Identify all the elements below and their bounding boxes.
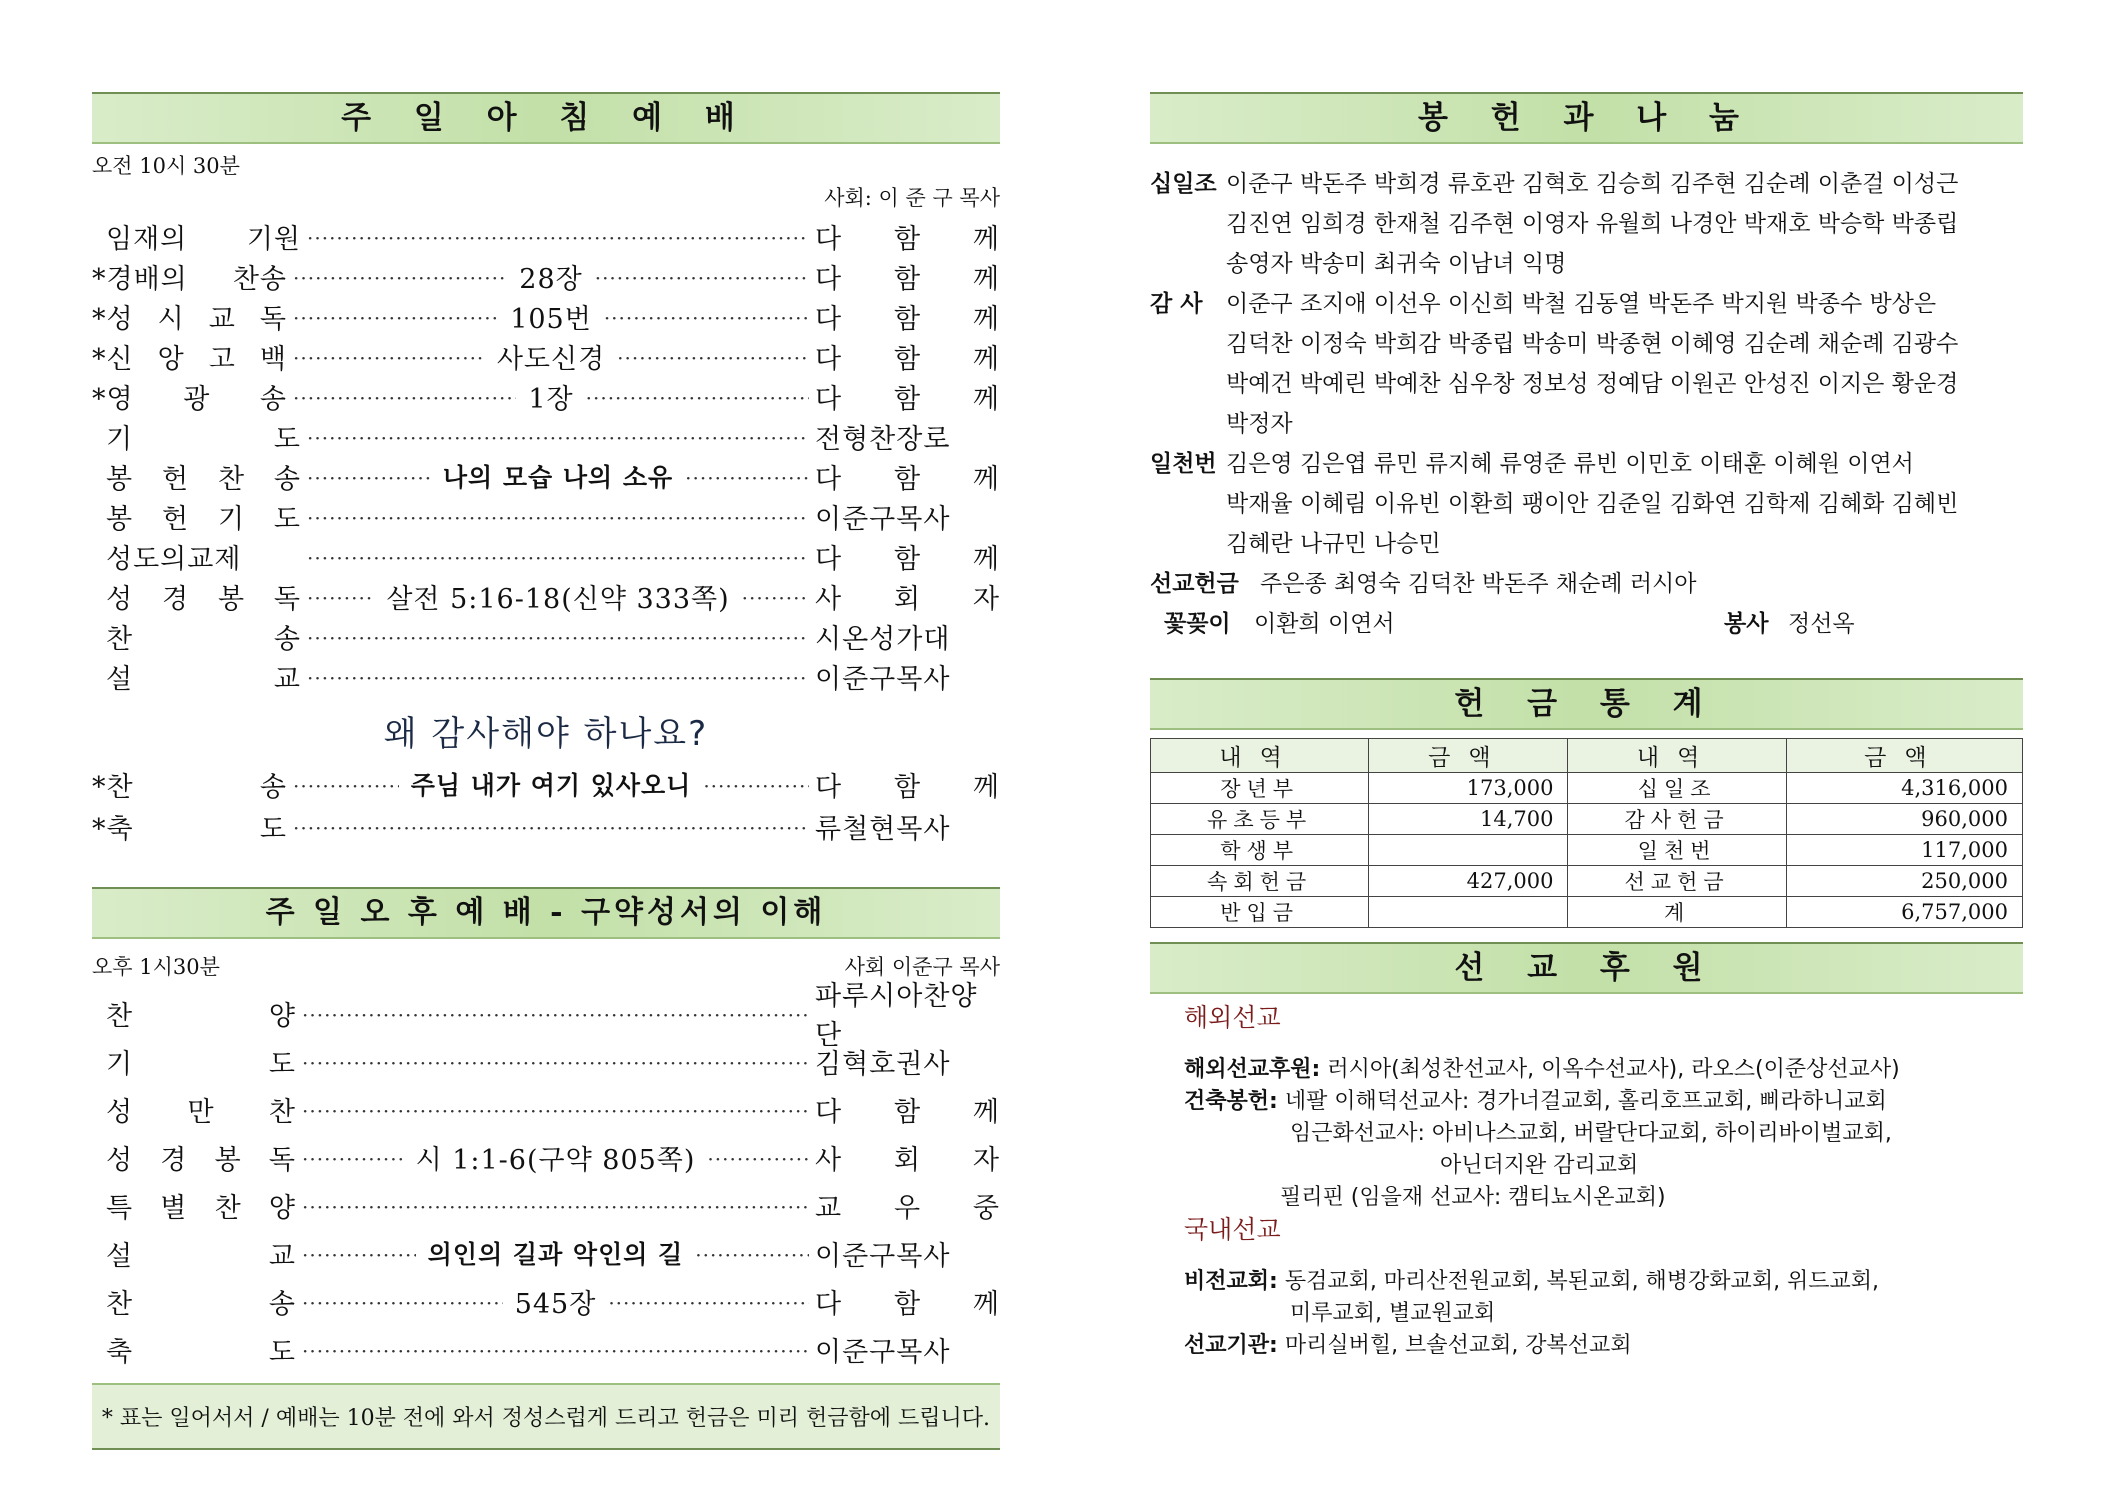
leader-dots (307, 221, 809, 252)
leader-dots (302, 1238, 416, 1269)
leader-dots (707, 1142, 809, 1173)
stats-amount: 14,700 (1369, 804, 1568, 835)
order-leader: 이준구목사 (815, 1240, 951, 1272)
order-leader: 전형찬장로 (815, 423, 951, 455)
leader-dots (302, 1094, 809, 1125)
build-val: 네팔 이해덕선교사: 경가너걸교회, 홀리호프교회, 삐라하니교회 (1284, 1089, 1887, 1114)
order-row (92, 496, 1000, 536)
stats-header: 내역 (1151, 739, 1369, 773)
overseas-line (1150, 1054, 2023, 1086)
offering-stats-table (1150, 738, 2023, 928)
order-detail: 의인의 길과 악인의 길 (427, 1240, 684, 1269)
leader-dots (293, 769, 399, 800)
order-label: 성 경 봉 독 (106, 583, 301, 615)
order-leader: 다 함 께 (815, 343, 1001, 375)
offering-names: 이준구 박돈주 박희경 류호관 김혁호 김승희 김주현 김순례 이춘걸 이성근 (1226, 171, 1959, 197)
offering-row (1150, 364, 2023, 404)
stats-header: 내역 (1568, 739, 1786, 773)
leader-dots (307, 421, 809, 452)
leader-dots (742, 581, 809, 612)
service-val: 정선옥 (1788, 611, 1855, 637)
order-leader: 사 회 자 (814, 1144, 1000, 1176)
stats-item: 선교헌금 (1568, 866, 1786, 897)
stats-item: 일천번 (1568, 835, 1786, 866)
order-label: 성 만 찬 (106, 1096, 296, 1128)
stats-title: 헌 금 통 계 (1150, 678, 2023, 730)
stats-amount: 4,316,000 (1786, 773, 2022, 804)
leader-dots (293, 381, 516, 412)
overseas-val: 러시아(최성찬선교사, 이옥수선교사), 라오스(이준상선교사) (1327, 1057, 1900, 1082)
order-leader: 다 함 께 (815, 543, 1000, 575)
leader-dots (586, 381, 809, 412)
vision-val: 동검교회, 마리산전원교회, 복된교회, 해병강화교회, 위드교회, (1284, 1269, 1880, 1294)
leader-dots (595, 261, 809, 292)
stats-row (1151, 897, 2023, 928)
offering-row (1150, 164, 2023, 204)
domestic-heading: 국내선교 (1184, 1215, 1281, 1244)
order-leader: 파루시아찬양단 (815, 981, 978, 1051)
missions-title: 선 교 후 원 (1150, 942, 2023, 994)
order-label: 기 도 (106, 1048, 296, 1080)
overseas-heading: 해외선교 (1184, 1003, 1281, 1032)
stats-row (1151, 835, 2023, 866)
order-row (92, 1229, 1000, 1277)
order-leader: 다 함 께 (814, 383, 1000, 415)
order-label: *신 앙 고 백 (92, 343, 287, 375)
org-val: 마리실버힐, 브솔선교회, 강복선교회 (1284, 1333, 1632, 1358)
order-leader: 다 함 께 (815, 223, 1000, 255)
right-page (1150, 92, 2023, 1362)
morning-service-title: 주 일 아 침 예 배 (92, 92, 1000, 144)
stats-header-row (1151, 739, 2023, 773)
order-row (92, 536, 1000, 576)
order-leader: 이준구목사 (815, 663, 951, 695)
offering-names: 박정자 (1226, 411, 1293, 437)
order-row (92, 456, 1000, 496)
offering-key (1150, 364, 1226, 404)
overseas-key: 해외선교후원: (1184, 1057, 1321, 1082)
leader-dots (617, 341, 809, 372)
order-label: 찬 송 (106, 1288, 296, 1320)
org-line (1150, 1330, 2023, 1362)
order-label: 찬 양 (106, 1000, 296, 1032)
order-label: 축 도 (106, 1336, 296, 1368)
leader-dots (307, 661, 809, 692)
order-label: 설 교 (106, 1240, 296, 1272)
stats-row (1151, 866, 2023, 897)
order-row (92, 216, 1000, 256)
org-key: 선교기관: (1184, 1333, 1278, 1358)
stats-item: 반입금 (1151, 897, 1369, 928)
stats-item: 장년부 (1151, 773, 1369, 804)
order-leader: 류철현목사 (815, 813, 951, 845)
order-row (92, 805, 1000, 847)
order-label: 특 별 찬 양 (106, 1192, 296, 1224)
order-label: *영 광 송 (92, 383, 287, 415)
order-label: *찬 송 (92, 771, 287, 803)
order-label: 성도의교제 (106, 543, 242, 575)
leader-dots (293, 341, 485, 372)
order-row (92, 376, 1000, 416)
order-row (92, 1037, 1000, 1085)
morning-host: 사회: 이 준 구 목사 (824, 186, 1000, 210)
order-row (92, 656, 1000, 696)
vision-line (1150, 1266, 2023, 1298)
stats-row (1151, 773, 2023, 804)
afternoon-host: 사회 이준구 목사 (844, 955, 1000, 979)
flower-val: 이환희 이연서 (1254, 611, 1395, 637)
offering-key (1150, 484, 1226, 524)
mission-offering-val: 주은종 최영숙 김덕찬 박돈주 채순례 러시아 (1260, 571, 1697, 597)
morning-order-list (92, 216, 1000, 696)
order-leader: 교 우 중 (815, 1192, 1000, 1224)
stats-header: 금액 (1369, 739, 1568, 773)
stats-amount: 960,000 (1786, 804, 2022, 835)
order-row (92, 1181, 1000, 1229)
order-row (92, 336, 1000, 376)
leader-dots (293, 811, 809, 842)
order-label: 성 경 봉 독 (106, 1144, 296, 1176)
offering-names: 이준구 조지애 이선우 이신희 박철 김동열 박돈주 박지원 박종수 방상은 (1226, 291, 1937, 317)
build-key: 건축봉헌: (1184, 1089, 1278, 1114)
leader-dots (307, 501, 809, 532)
order-detail: 나의 모습 나의 소유 (442, 463, 674, 492)
offering-key (1150, 244, 1226, 284)
afternoon-order-list (92, 981, 1000, 1373)
order-leader: 다 함 께 (815, 1096, 1000, 1128)
stats-item: 십일조 (1568, 773, 1786, 804)
stats-amount: 173,000 (1369, 773, 1568, 804)
stats-item: 계 (1568, 897, 1786, 928)
offering-names: 송영자 박송미 최귀숙 이남녀 익명 (1226, 251, 1567, 277)
offering-names: 박재율 이혜림 이유빈 이환희 팽이안 김준일 김화연 김학제 김혜화 김혜빈 (1226, 491, 1959, 517)
offering-list (1150, 164, 2023, 564)
leader-dots (307, 581, 374, 612)
stats-row (1151, 804, 2023, 835)
afternoon-service-title: 주 일 오 후 예 배 - 구약성서의 이해 (92, 887, 1000, 939)
leader-dots (293, 261, 507, 292)
order-label: 설 교 (106, 663, 301, 695)
mission-offering-row (1150, 564, 2023, 604)
stats-amount: 117,000 (1786, 835, 2022, 866)
left-page (92, 92, 1000, 1450)
order-detail: 28장 (519, 263, 583, 295)
leader-dots (307, 461, 431, 492)
leader-dots (604, 301, 809, 332)
leader-dots (302, 1142, 404, 1173)
order-leader: 다 함 께 (814, 263, 1000, 295)
stats-item: 유초등부 (1151, 804, 1369, 835)
order-detail: 105번 (510, 303, 592, 335)
order-row (92, 576, 1000, 616)
build-line-2: 임근화선교사: 아비나스교회, 버랄단다교회, 하이리바이벌교회, (1290, 1121, 1892, 1146)
flower-service-row (1150, 604, 2023, 644)
offering-title: 봉 헌 과 나 눔 (1150, 92, 2023, 144)
build-line (1150, 1086, 2023, 1118)
build-line-4: 필리핀 (임을재 선교사: 캠티뇨시온교회) (1280, 1185, 1666, 1210)
stats-amount: 427,000 (1369, 866, 1568, 897)
order-leader: 이준구목사 (815, 503, 951, 535)
order-row (92, 416, 1000, 456)
order-label: *경배의 찬송 (92, 263, 287, 295)
order-label: 봉 헌 기 도 (106, 503, 301, 535)
order-leader: 다 함 께 (815, 771, 1000, 803)
offering-names: 김혜란 나규민 나승민 (1226, 531, 1441, 557)
order-row (92, 1277, 1000, 1325)
offering-names: 김진연 임희경 한재철 김주현 이영자 유월희 나경안 박재호 박승학 박종립 (1226, 211, 1959, 237)
offering-key (1150, 524, 1226, 564)
flower-key: 꽃꽂이 (1164, 611, 1231, 637)
offering-row (1150, 324, 2023, 364)
stats-amount (1369, 897, 1568, 928)
order-detail: 시 1:1-6(구약 805쪽) (415, 1144, 696, 1176)
offering-key (1150, 404, 1226, 444)
stats-amount: 6,757,000 (1786, 897, 2022, 928)
sermon-title: 왜 감사해야 하나요? (383, 714, 709, 754)
order-label: 봉 헌 찬 송 (106, 463, 301, 495)
mission-offering-key: 선교헌금 (1150, 571, 1239, 597)
stats-header: 금액 (1786, 739, 2022, 773)
offering-row (1150, 524, 2023, 564)
stats-amount: 250,000 (1786, 866, 2022, 897)
order-leader: 다 함 께 (815, 463, 1000, 495)
offering-row (1150, 484, 2023, 524)
order-label: *축 도 (92, 813, 287, 845)
offering-names: 박예건 박예린 박예찬 심우창 정보성 정예담 이원곤 안성진 이지은 황운경 (1226, 371, 1959, 397)
leader-dots (302, 1334, 809, 1365)
stats-item: 학생부 (1151, 835, 1369, 866)
offering-key: 십일조 (1150, 171, 1217, 197)
leader-dots (685, 461, 809, 492)
build-line-3: 아닌더지완 감리교회 (1440, 1153, 1639, 1178)
leader-dots (307, 621, 809, 652)
order-detail: 1장 (528, 383, 574, 415)
offering-key (1150, 204, 1226, 244)
order-leader: 이준구목사 (815, 1336, 951, 1368)
offering-row (1150, 404, 2023, 444)
morning-after-list (92, 763, 1000, 847)
order-detail: 주님 내가 여기 있사오니 (410, 771, 692, 800)
order-label: *성 시 교 독 (92, 303, 287, 335)
missions-section (1150, 1002, 2023, 1362)
order-detail: 살전 5:16-18(신약 333쪽) (386, 583, 730, 615)
order-row (92, 981, 1000, 1051)
offering-key (1150, 324, 1226, 364)
offering-key: 일천번 (1150, 451, 1217, 477)
order-row (92, 1133, 1000, 1181)
leader-dots (608, 1286, 809, 1317)
order-leader: 시온성가대 (815, 623, 951, 655)
order-row (92, 763, 1000, 805)
order-detail: 545장 (514, 1288, 597, 1320)
offering-row (1150, 204, 2023, 244)
order-label: 찬 송 (106, 623, 301, 655)
order-row (92, 1085, 1000, 1133)
order-row (92, 1325, 1000, 1373)
offering-row (1150, 444, 2023, 484)
leader-dots (293, 301, 498, 332)
order-row (92, 256, 1000, 296)
order-leader: 다 함 께 (815, 303, 1000, 335)
order-label: 임재의 기원 (106, 223, 301, 255)
offering-names: 김은영 김은엽 류민 류지혜 류영준 류빈 이민호 이태훈 이혜원 이연서 (1226, 451, 1914, 477)
order-row (92, 616, 1000, 656)
order-row (92, 296, 1000, 336)
stats-item: 속회헌금 (1151, 866, 1369, 897)
morning-time: 오전 10시 30분 (92, 154, 240, 178)
order-leader: 김혁호권사 (815, 1048, 951, 1080)
vision-key: 비전교회: (1184, 1269, 1278, 1294)
footer-note: * 표는 일어서서 / 예배는 10분 전에 와서 정성스럽게 드리고 헌금은 미리 헌금함에 드립니다. (92, 1383, 1000, 1450)
order-leader: 다 함 께 (815, 1288, 1000, 1320)
leader-dots (302, 998, 809, 1029)
vision-line-2: 미루교회, 별교원교회 (1290, 1301, 1496, 1326)
service-key: 봉사 (1724, 611, 1769, 637)
offering-key: 감 사 (1150, 291, 1203, 317)
leader-dots (302, 1190, 809, 1221)
offering-row (1150, 244, 2023, 284)
offering-row (1150, 284, 2023, 324)
afternoon-time: 오후 1시30분 (92, 955, 220, 979)
order-leader: 사 회 자 (814, 583, 1000, 615)
order-label: 기 도 (106, 423, 301, 455)
offering-names: 김덕찬 이정숙 박희감 박종립 박송미 박종현 이혜영 김순례 채순례 김광수 (1226, 331, 1959, 357)
leader-dots (703, 769, 809, 800)
leader-dots (302, 1286, 503, 1317)
leader-dots (695, 1238, 809, 1269)
order-detail: 사도신경 (496, 343, 606, 375)
leader-dots (307, 541, 809, 572)
stats-item: 감사헌금 (1568, 804, 1786, 835)
stats-amount (1369, 835, 1568, 866)
leader-dots (302, 1046, 809, 1077)
